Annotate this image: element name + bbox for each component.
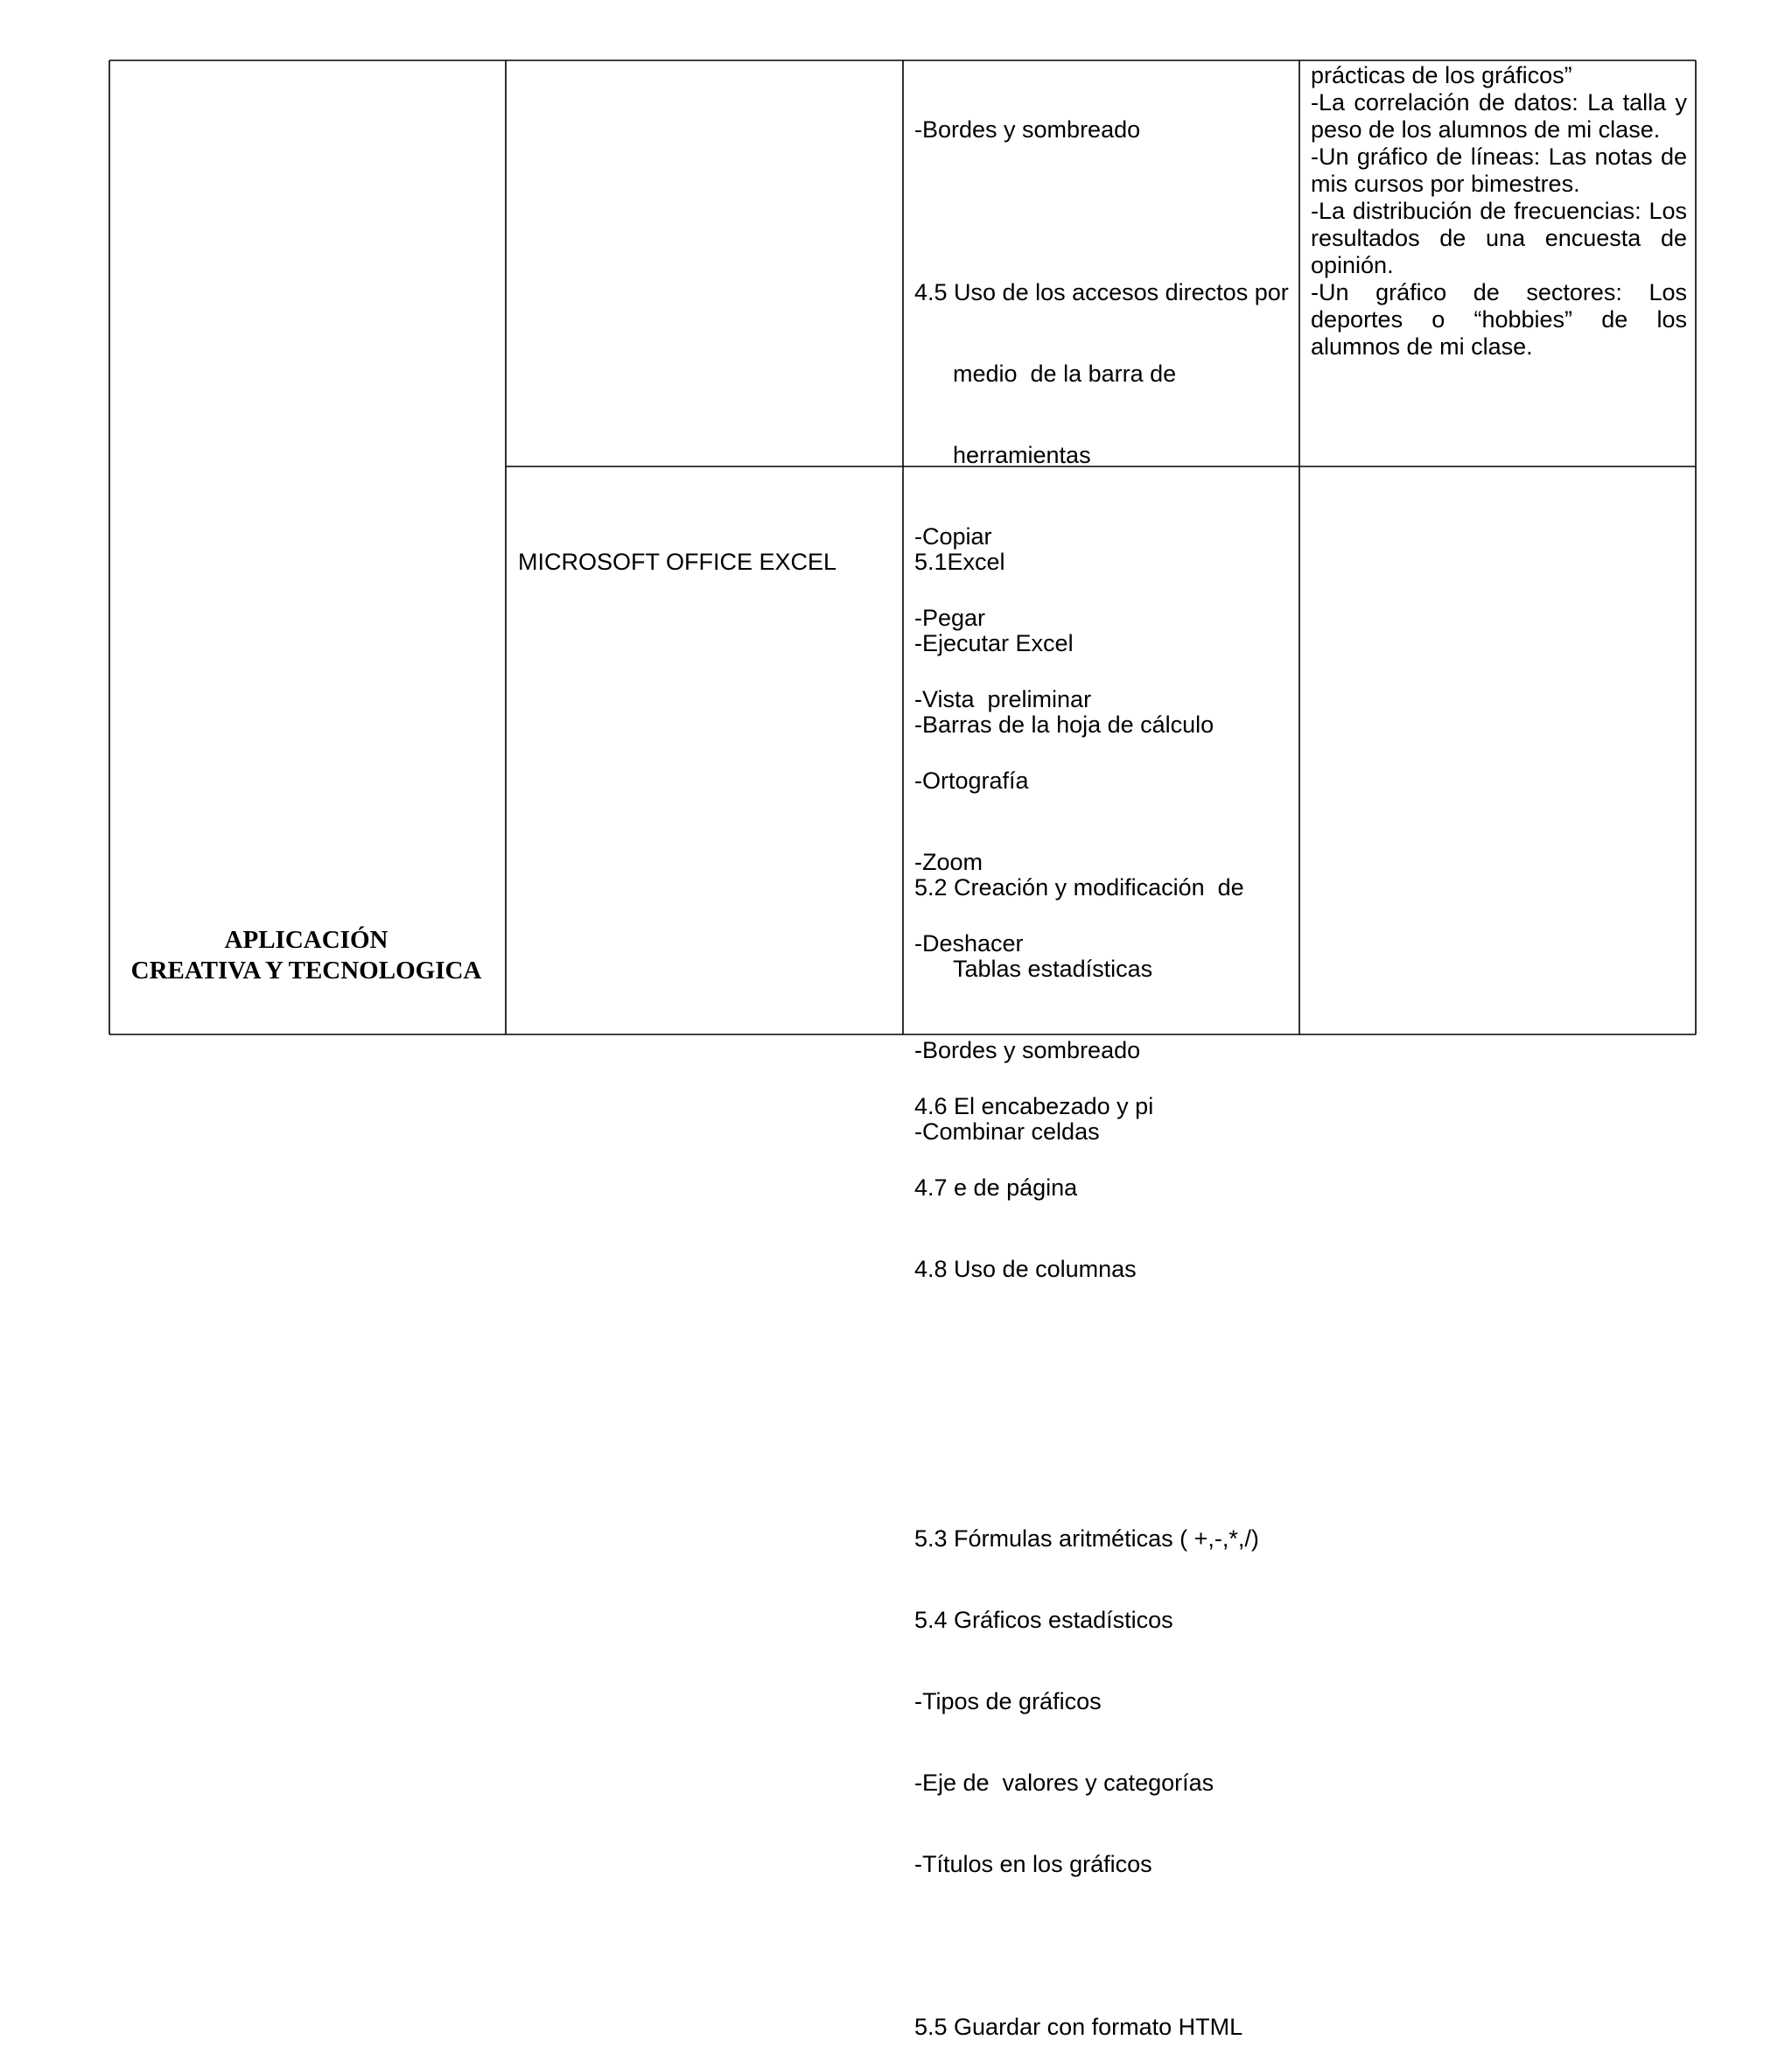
area-cell — [114, 925, 499, 986]
content-line: -Bordes y sombreado — [914, 1037, 1141, 1063]
content-line: 4.6 El encabezado y pi — [914, 1093, 1154, 1119]
content-line: -Bordes y sombreado — [914, 116, 1141, 143]
activity-line: -Un gráfico de líneas: Las notas de — [1311, 144, 1687, 170]
content-line: 5.4 Gráficos estadísticos — [914, 1607, 1173, 1633]
activity-line: prácticas de los gráficos” — [1311, 62, 1572, 88]
activity-line: mis cursos por bimestres. — [1311, 171, 1580, 197]
content-line: 5.2 Creación y modificación de — [914, 874, 1244, 901]
content-line: 5.5 Guardar con formato HTML — [914, 2014, 1243, 2040]
content-line: Tablas estadísticas — [953, 956, 1153, 982]
content-line: 4.7 e de página — [914, 1174, 1078, 1201]
content-line: -Combinar celdas — [914, 1118, 1100, 1145]
content-line: -Tipos de gráficos — [914, 1688, 1102, 1714]
area-title-line1: APLICACIÓN — [224, 926, 388, 954]
component-cell — [518, 494, 836, 603]
content-line: -Ortografía — [914, 768, 1029, 794]
content-line: -Eje de valores y categorías — [914, 1770, 1214, 1796]
content-line: herramientas — [953, 442, 1091, 468]
content-line: -Pegar — [914, 605, 986, 631]
activities-cell-row1 — [1311, 62, 1687, 361]
area-title-line2: CREATIVA Y TECNOLOGICA — [130, 957, 482, 985]
content-line: -Ejecutar Excel — [914, 630, 1074, 656]
content-line: 5.3 Fórmulas aritméticas ( +,-,*,/) — [914, 1525, 1259, 1552]
contents-cell-row2 — [914, 494, 1259, 2068]
activity-line: opinión. — [1311, 252, 1394, 278]
content-line: -Barras de la hoja de cálculo — [914, 712, 1214, 738]
activity-line: resultados de una encuesta de — [1311, 225, 1687, 251]
content-line: -Vista preliminar — [914, 686, 1092, 712]
content-line: -Zoom — [914, 849, 984, 875]
content-line: 5.1Excel — [914, 549, 1005, 575]
content-line: -Deshacer — [914, 930, 1024, 957]
activity-line: -La distribución de frecuencias: Los — [1311, 198, 1687, 224]
content-line: 4.8 Uso de columnas — [914, 1256, 1137, 1282]
activity-line: -La correlación de datos: La talla y — [1311, 89, 1687, 116]
content-line: medio de la barra de — [953, 361, 1177, 387]
content-line: -Copiar — [914, 523, 992, 550]
content-line: 4.5 Uso de los accesos directos por — [914, 279, 1289, 305]
activity-line: alumnos de mi clase. — [1311, 333, 1533, 360]
component-title: MICROSOFT OFFICE EXCEL — [518, 549, 837, 575]
content-line: -Títulos en los gráficos — [914, 1851, 1152, 1877]
activity-line: -Un gráfico de sectores: Los — [1311, 279, 1687, 305]
activity-line: peso de los alumnos de mi clase. — [1311, 116, 1661, 143]
activity-line: deportes o “hobbies” de los — [1311, 306, 1687, 333]
